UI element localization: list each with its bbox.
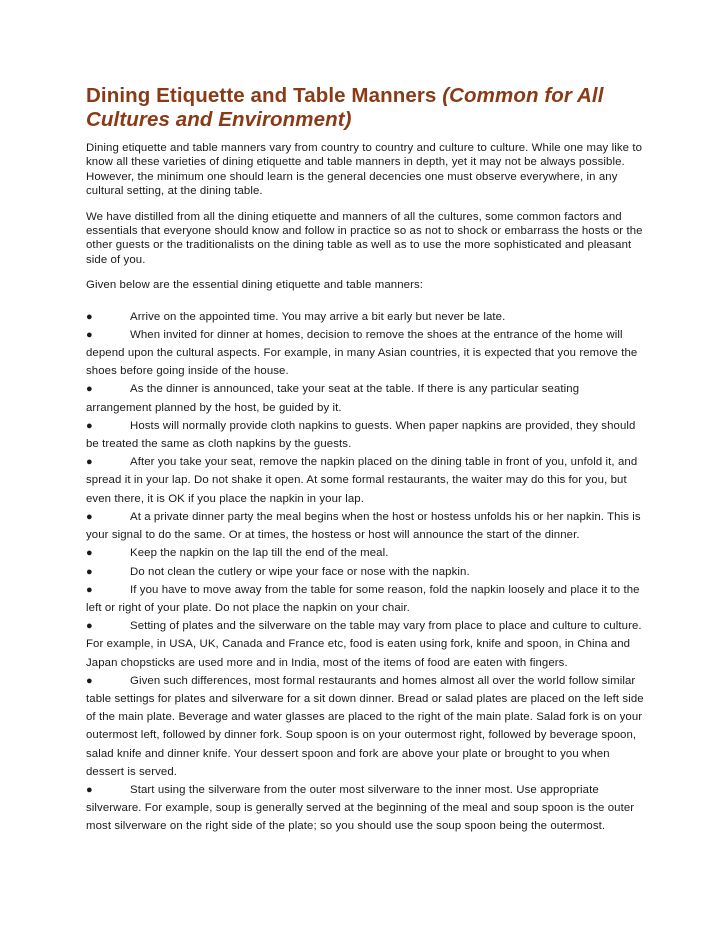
list-item bbox=[86, 417, 646, 453]
distilled-paragraph: We have distilled from all the dining etiquette and manners of all the cultures, some common factors and essentials that everyone should know and follow in practice so as not to shock or embarrass the hosts or the other guests or the traditionalists on the dining table as well as to use the more sophisticated and pleasant side of you. bbox=[86, 210, 643, 266]
bullet-icon: ● bbox=[86, 674, 93, 687]
list-item-text: If you have to move away from the table for some reason, fold the napkin loosely and place it to the left or right of your plate. Do not place the napkin on your chair. bbox=[86, 583, 640, 614]
list-item-text: When invited for dinner at homes, decision to remove the shoes at the entrance of the home will depend upon the cultural aspects. For example, in many Asian countries, it is expected that you remove the shoes before going inside of the house. bbox=[86, 328, 638, 378]
list-item bbox=[86, 617, 646, 672]
title-main: Dining Etiquette and Table Manners bbox=[86, 84, 443, 107]
list-item bbox=[86, 453, 646, 508]
list-item-text: After you take your seat, remove the napkin placed on the dining table in front of you, unfold it, and spread it in your lap. Do not shake it open. At some formal restaurants, the waiter may do this for you, but even there, it is OK if you place the napkin in your lap. bbox=[86, 456, 638, 505]
list-item-text: At a private dinner party the meal begins when the host or hostess unfolds his or her napkin. This is your signal to do the same. Or at times, the hostess or host will announce the start of the dinner. bbox=[86, 510, 641, 542]
list-item bbox=[86, 308, 646, 326]
bullet-icon: ● bbox=[86, 783, 93, 796]
bullet-icon: ● bbox=[86, 383, 93, 396]
bullet-icon: ● bbox=[86, 510, 93, 523]
list-item-text: Arrive on the appointed time. You may arrive a bit early but never be late. bbox=[130, 310, 506, 323]
list-item-text: Keep the napkin on the lap till the end of the meal. bbox=[130, 547, 389, 560]
bullet-icon: ● bbox=[86, 565, 93, 578]
list-item bbox=[86, 563, 646, 581]
bullet-icon: ● bbox=[86, 547, 93, 560]
bullet-icon: ● bbox=[86, 583, 93, 596]
bullet-icon: ● bbox=[86, 620, 93, 633]
list-item bbox=[86, 581, 646, 617]
list-intro-paragraph: Given below are the essential dining etiquette and table manners: bbox=[86, 279, 424, 292]
list-item-text: Do not clean the cutlery or wipe your face or nose with the napkin. bbox=[130, 565, 470, 578]
bullet-icon: ● bbox=[86, 419, 93, 432]
intro-paragraph: Dining etiquette and table manners vary from country to country and culture to culture. While one may like to know all these varieties of dining etiquette and table manners in depth, yet it may not be always possible. However, the minimum one should learn is the general decencies one must observe everywhere, in any cultural setting, at the dining table. bbox=[86, 142, 643, 198]
document-title bbox=[86, 84, 646, 132]
list-item bbox=[86, 781, 646, 836]
list-item-text: Hosts will normally provide cloth napkins to guests. When paper napkins are provided, they should be treated the same as cloth napkins by the guests. bbox=[86, 419, 636, 451]
title-subtitle: (Common for All Cultures and Environment) bbox=[86, 84, 604, 131]
bullet-icon: ● bbox=[86, 328, 93, 341]
list-item-text: Setting of plates and the silverware on the table may vary from place to place and culture to culture. For example, in USA, UK, Canada and France etc, food is eaten using fork, knife and spoon, in China and Japan chopsticks are used more and in India, most of the items of food are eaten with fingers. bbox=[86, 620, 642, 669]
list-item bbox=[86, 508, 646, 544]
list-item-text: Start using the silverware from the outer most silverware to the inner most. Use appropriate silverware. For example, soup is generally served at the beginning of the meal and soup spoon is the outer most silverware on the right side of the plate; so you should use the soup spoon being the outermost. bbox=[86, 783, 635, 833]
list-item bbox=[86, 326, 646, 381]
list-item bbox=[86, 672, 646, 781]
list-item-text: Given such differences, most formal restaurants and homes almost all over the world follow similar table settings for plates and silverware for a sit down dinner. Bread or salad plates are placed on the left side of the main plate. Beverage and water glasses are placed to the right of the main plate. Salad fork is on your outermost left, followed by dinner fork. Soup spoon is on your outermost right, followed by beverage spoon, salad knife and dinner knife. Your dessert spoon and fork are above your plate or brought to you when dessert is served. bbox=[86, 674, 644, 778]
list-item bbox=[86, 544, 646, 562]
bullet-icon: ● bbox=[86, 456, 93, 469]
etiquette-list bbox=[86, 308, 646, 836]
document-page bbox=[86, 84, 646, 836]
list-item-text: As the dinner is announced, take your seat at the table. If there is any particular seating arrangement planned by the host, be guided by it. bbox=[86, 383, 580, 414]
bullet-icon: ● bbox=[86, 310, 93, 323]
list-item bbox=[86, 380, 646, 416]
